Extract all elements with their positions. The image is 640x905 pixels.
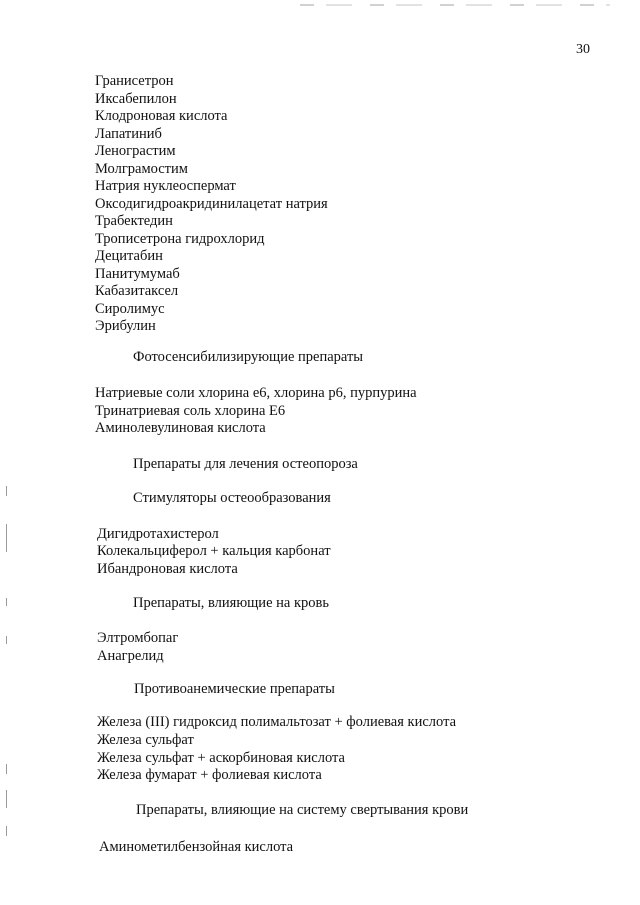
- drug-list-item: Натрия нуклеоспермат: [95, 178, 236, 194]
- drug-list-item: Панитумумаб: [95, 266, 180, 282]
- section-heading: Препараты, влияющие на кровь: [133, 595, 329, 611]
- drug-list-item: Ибандроновая кислота: [97, 561, 238, 577]
- drug-list-item: Трабектедин: [95, 213, 173, 229]
- section-heading: Препараты для лечения остеопороза: [133, 456, 358, 472]
- drug-list-item: Натриевые соли хлорина е6, хлорина р6, пурпурина: [95, 385, 417, 401]
- scan-margin-mark: [6, 598, 7, 606]
- section-heading: Фотосенсибилизирующие препараты: [133, 349, 364, 365]
- drug-list-item: Эрибулин: [95, 318, 156, 334]
- drug-list-item: Железа сульфат + аскорбиновая кислота: [97, 750, 345, 766]
- drug-list-item: Анагрелид: [97, 648, 164, 664]
- scan-margin-mark: [6, 486, 7, 496]
- drug-list-item: Железа сульфат: [97, 732, 194, 748]
- drug-list-item: Иксабепилон: [95, 91, 177, 107]
- section-heading: Противоанемические препараты: [134, 681, 335, 697]
- drug-list-item: Элтромбопаг: [97, 630, 179, 646]
- scan-margin-mark: [6, 826, 7, 836]
- drug-list-item: Оксодигидроакридинилацетат натрия: [95, 196, 328, 212]
- drug-list-item: Дигидротахистерол: [97, 526, 219, 542]
- drug-list-item: Кабазитаксел: [95, 283, 179, 299]
- page-number: 30: [576, 42, 590, 57]
- drug-list-item: Аминометилбензойная кислота: [99, 839, 294, 855]
- scan-artifact-top: [300, 4, 610, 6]
- drug-list-item: Сиролимус: [95, 301, 165, 317]
- section-heading: Препараты, влияющие на систему свертывания крови: [136, 802, 469, 818]
- drug-list-item: Колекальциферол + кальция карбонат: [97, 543, 331, 559]
- scan-margin-mark: [6, 790, 7, 808]
- scan-margin-mark: [6, 524, 7, 552]
- drug-list-item: Железа (III) гидроксид полимальтозат + фолиевая кислота: [97, 714, 457, 730]
- scan-margin-mark: [6, 636, 7, 644]
- drug-list-item: Трописетрона гидрохлорид: [95, 231, 265, 247]
- drug-list-item: Аминолевулиновая кислота: [95, 420, 266, 436]
- drug-list-item: Молграмостим: [95, 161, 188, 177]
- section-subheading: Стимуляторы остеообразования: [133, 490, 331, 506]
- drug-list-item: Железа фумарат + фолиевая кислота: [97, 767, 322, 783]
- drug-list-item: Лапатиниб: [95, 126, 162, 142]
- drug-list-item: Децитабин: [95, 248, 163, 264]
- scan-margin-mark: [6, 764, 7, 774]
- drug-list-item: Гранисетрон: [95, 73, 174, 89]
- drug-list-item: Ленограстим: [95, 143, 176, 159]
- drug-list-item: Клодроновая кислота: [95, 108, 228, 124]
- drug-list-item: Тринатриевая соль хлорина Е6: [95, 403, 286, 419]
